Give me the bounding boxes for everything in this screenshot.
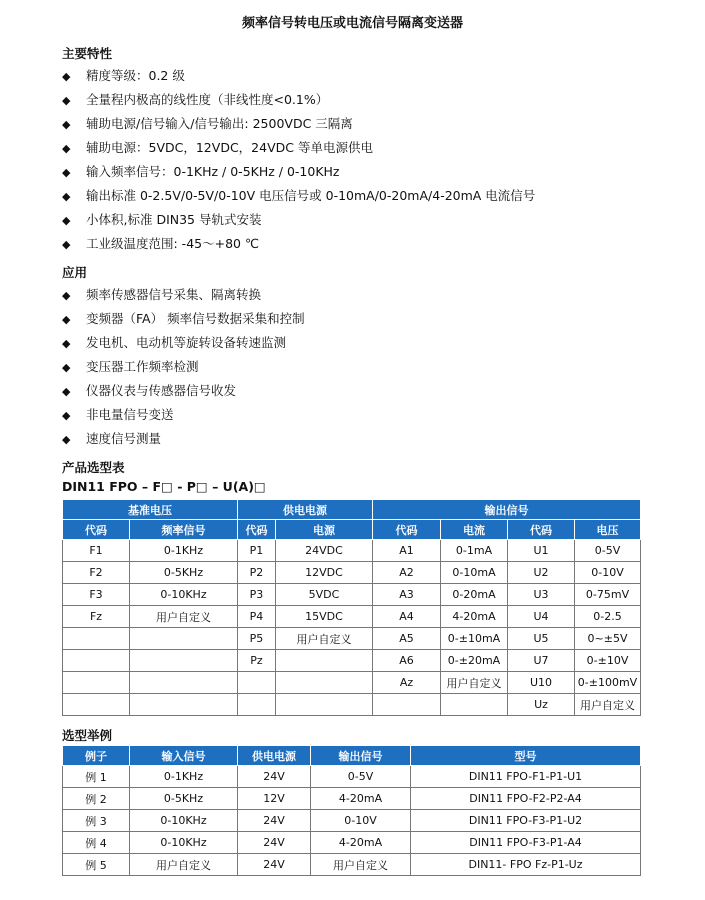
table-cell xyxy=(441,694,508,716)
diamond-bullet-icon: ◆ xyxy=(62,289,71,302)
table-cell: 0-1KHz xyxy=(130,766,238,788)
table-cell xyxy=(276,650,373,672)
header-row xyxy=(63,746,641,766)
diamond-bullet-icon: ◆ xyxy=(62,214,71,227)
application-item: ◆ 频率传感器信号采集、隔离转换 xyxy=(62,283,305,307)
table-cell: 0-±10V xyxy=(575,650,641,672)
table-cell: 0-±20mA xyxy=(441,650,508,672)
table-cell: F2 xyxy=(63,562,130,584)
column-header: 例子 xyxy=(63,746,130,766)
table-cell: 0-10V xyxy=(311,810,411,832)
column-header: 电源 xyxy=(276,520,373,540)
table-cell: 15VDC xyxy=(276,606,373,628)
table-cell xyxy=(130,628,238,650)
table-cell: 0-±10mA xyxy=(441,628,508,650)
table-cell: Az xyxy=(373,672,441,694)
table-cell: 例 2 xyxy=(63,788,130,810)
column-header: 代码 xyxy=(508,520,575,540)
group-header: 基准电压 xyxy=(63,500,238,520)
group-header: 输出信号 xyxy=(373,500,641,520)
table-cell: 12VDC xyxy=(276,562,373,584)
feature-item: ◆ 小体积,标准 DIN35 导轨式安装 xyxy=(62,208,535,232)
table-row xyxy=(63,562,641,584)
selection-heading: 产品选型表 xyxy=(62,460,125,475)
table-cell: DIN11- FPO Fz-P1-Uz xyxy=(411,854,641,876)
column-header: 供电电源 xyxy=(238,746,311,766)
table-row xyxy=(63,650,641,672)
table-cell: Fz xyxy=(63,606,130,628)
table-cell: U4 xyxy=(508,606,575,628)
group-header-row xyxy=(63,500,641,520)
table-cell: U10 xyxy=(508,672,575,694)
table-cell: A1 xyxy=(373,540,441,562)
table-cell: 0-1KHz xyxy=(130,540,238,562)
table-cell: DIN11 FPO-F3-P1-U2 xyxy=(411,810,641,832)
column-header: 型号 xyxy=(411,746,641,766)
table-cell: 0-2.5 xyxy=(575,606,641,628)
table-cell: Uz xyxy=(508,694,575,716)
table-cell: P3 xyxy=(238,584,276,606)
table-cell xyxy=(63,672,130,694)
features-list xyxy=(62,64,535,256)
feature-item: ◆ 全量程内极高的线性度（非线性度<0.1%） xyxy=(62,88,535,112)
table-cell: 12V xyxy=(238,788,311,810)
table-row xyxy=(63,788,641,810)
feature-item: ◆ 辅助电源：5VDC，12VDC，24VDC 等单电源供电 xyxy=(62,136,535,160)
applications-heading: 应用 xyxy=(62,265,88,280)
diamond-bullet-icon: ◆ xyxy=(62,166,71,179)
feature-item: ◆ 输入频率信号：0-1KHz / 0-5KHz / 0-10KHz xyxy=(62,160,535,184)
feature-item: ◆ 工业级温度范围: -45～+80 ℃ xyxy=(62,232,535,256)
table-cell: 0-75mV xyxy=(575,584,641,606)
application-item: ◆ 非电量信号变送 xyxy=(62,403,305,427)
group-header: 供电电源 xyxy=(238,500,373,520)
table-cell xyxy=(63,628,130,650)
feature-item: ◆ 辅助电源/信号输入/信号输出: 2500VDC 三隔离 xyxy=(62,112,535,136)
table-cell xyxy=(130,672,238,694)
column-header: 代码 xyxy=(63,520,130,540)
column-header: 代码 xyxy=(238,520,276,540)
table-row xyxy=(63,854,641,876)
table-cell: Pz xyxy=(238,650,276,672)
table-row xyxy=(63,628,641,650)
column-header: 频率信号 xyxy=(130,520,238,540)
table-cell: DIN11 FPO-F2-P2-A4 xyxy=(411,788,641,810)
table-cell: 用户自定义 xyxy=(575,694,641,716)
table-cell xyxy=(63,694,130,716)
table-cell: 4-20mA xyxy=(311,832,411,854)
diamond-bullet-icon: ◆ xyxy=(62,190,71,203)
table-cell: 0-10KHz xyxy=(130,832,238,854)
table-cell: 0-10V xyxy=(575,562,641,584)
column-header: 电压 xyxy=(575,520,641,540)
examples-heading: 选型举例 xyxy=(62,728,113,743)
table-cell: 0-5V xyxy=(311,766,411,788)
table-row xyxy=(63,832,641,854)
table-row xyxy=(63,766,641,788)
table-cell: 用户自定义 xyxy=(276,628,373,650)
features-heading: 主要特性 xyxy=(62,46,113,61)
table-cell: 用户自定义 xyxy=(130,854,238,876)
table-cell: 0-5KHz xyxy=(130,562,238,584)
table-cell xyxy=(276,672,373,694)
table-cell xyxy=(130,694,238,716)
table-cell: A4 xyxy=(373,606,441,628)
diamond-bullet-icon: ◆ xyxy=(62,94,71,107)
table-cell: 0-5V xyxy=(575,540,641,562)
table-cell: 0-5KHz xyxy=(130,788,238,810)
feature-item: ◆ 输出标准 0-2.5V/0-5V/0-10V 电压信号或 0-10mA/0-20mA/4-20mA 电流信号 xyxy=(62,184,535,208)
table-cell: A6 xyxy=(373,650,441,672)
table-cell: 用户自定义 xyxy=(441,672,508,694)
table-cell: DIN11 FPO-F3-P1-A4 xyxy=(411,832,641,854)
selection-table xyxy=(62,499,641,716)
table-cell: F3 xyxy=(63,584,130,606)
diamond-bullet-icon: ◆ xyxy=(62,409,71,422)
table-cell: U3 xyxy=(508,584,575,606)
table-cell: P4 xyxy=(238,606,276,628)
page-title: 频率信号转电压或电流信号隔离变送器 xyxy=(241,16,463,31)
table-row xyxy=(63,584,641,606)
diamond-bullet-icon: ◆ xyxy=(62,433,71,446)
examples-table xyxy=(62,745,641,876)
application-item: ◆ 仪器仪表与传感器信号收发 xyxy=(62,379,305,403)
table-cell: 0~±5V xyxy=(575,628,641,650)
column-header: 代码 xyxy=(373,520,441,540)
table-cell: P1 xyxy=(238,540,276,562)
table-cell: 24V xyxy=(238,832,311,854)
table-cell: P5 xyxy=(238,628,276,650)
table-cell: F1 xyxy=(63,540,130,562)
table-row xyxy=(63,606,641,628)
table-cell: 0-1mA xyxy=(441,540,508,562)
table-cell: 0-10KHz xyxy=(130,810,238,832)
diamond-bullet-icon: ◆ xyxy=(62,313,71,326)
table-cell: 24VDC xyxy=(276,540,373,562)
diamond-bullet-icon: ◆ xyxy=(62,385,71,398)
diamond-bullet-icon: ◆ xyxy=(62,142,71,155)
table-row xyxy=(63,810,641,832)
sub-header-row xyxy=(63,520,641,540)
table-cell: 例 3 xyxy=(63,810,130,832)
table-cell: 0-±100mV xyxy=(575,672,641,694)
application-item: ◆ 变压器工作频率检测 xyxy=(62,355,305,379)
table-cell: P2 xyxy=(238,562,276,584)
table-cell: 4-20mA xyxy=(441,606,508,628)
table-cell: A5 xyxy=(373,628,441,650)
feature-item: ◆ 精度等级：0.2 级 xyxy=(62,64,535,88)
table-cell: 24V xyxy=(238,854,311,876)
table-cell: U7 xyxy=(508,650,575,672)
table-cell: DIN11 FPO-F1-P1-U1 xyxy=(411,766,641,788)
table-cell: 0-10mA xyxy=(441,562,508,584)
table-cell: 例 4 xyxy=(63,832,130,854)
column-header: 电流 xyxy=(441,520,508,540)
table-cell: 0-20mA xyxy=(441,584,508,606)
table-cell: U2 xyxy=(508,562,575,584)
diamond-bullet-icon: ◆ xyxy=(62,238,71,251)
table-cell: A3 xyxy=(373,584,441,606)
table-row xyxy=(63,694,641,716)
table-cell: 用户自定义 xyxy=(130,606,238,628)
table-cell: U5 xyxy=(508,628,575,650)
table-cell xyxy=(63,650,130,672)
diamond-bullet-icon: ◆ xyxy=(62,70,71,83)
table-cell: 例 1 xyxy=(63,766,130,788)
table-cell: 用户自定义 xyxy=(311,854,411,876)
column-header: 输入信号 xyxy=(130,746,238,766)
table-cell: 例 5 xyxy=(63,854,130,876)
table-cell xyxy=(276,694,373,716)
table-row xyxy=(63,540,641,562)
table-cell: 24V xyxy=(238,766,311,788)
model-code: DIN11 FPO – F□ - P□ – U(A)□ xyxy=(62,479,266,494)
table-cell: 4-20mA xyxy=(311,788,411,810)
table-cell xyxy=(130,650,238,672)
table-cell: U1 xyxy=(508,540,575,562)
column-header: 输出信号 xyxy=(311,746,411,766)
application-item: ◆ 发电机、电动机等旋转设备转速监测 xyxy=(62,331,305,355)
table-cell xyxy=(373,694,441,716)
application-item: ◆ 变频器（FA） 频率信号数据采集和控制 xyxy=(62,307,305,331)
diamond-bullet-icon: ◆ xyxy=(62,118,71,131)
table-cell: 24V xyxy=(238,810,311,832)
table-cell: 5VDC xyxy=(276,584,373,606)
table-cell xyxy=(238,672,276,694)
table-row xyxy=(63,672,641,694)
diamond-bullet-icon: ◆ xyxy=(62,361,71,374)
table-cell: 0-10KHz xyxy=(130,584,238,606)
table-cell xyxy=(238,694,276,716)
application-item: ◆ 速度信号测量 xyxy=(62,427,305,451)
diamond-bullet-icon: ◆ xyxy=(62,337,71,350)
applications-list xyxy=(62,283,305,451)
table-cell: A2 xyxy=(373,562,441,584)
